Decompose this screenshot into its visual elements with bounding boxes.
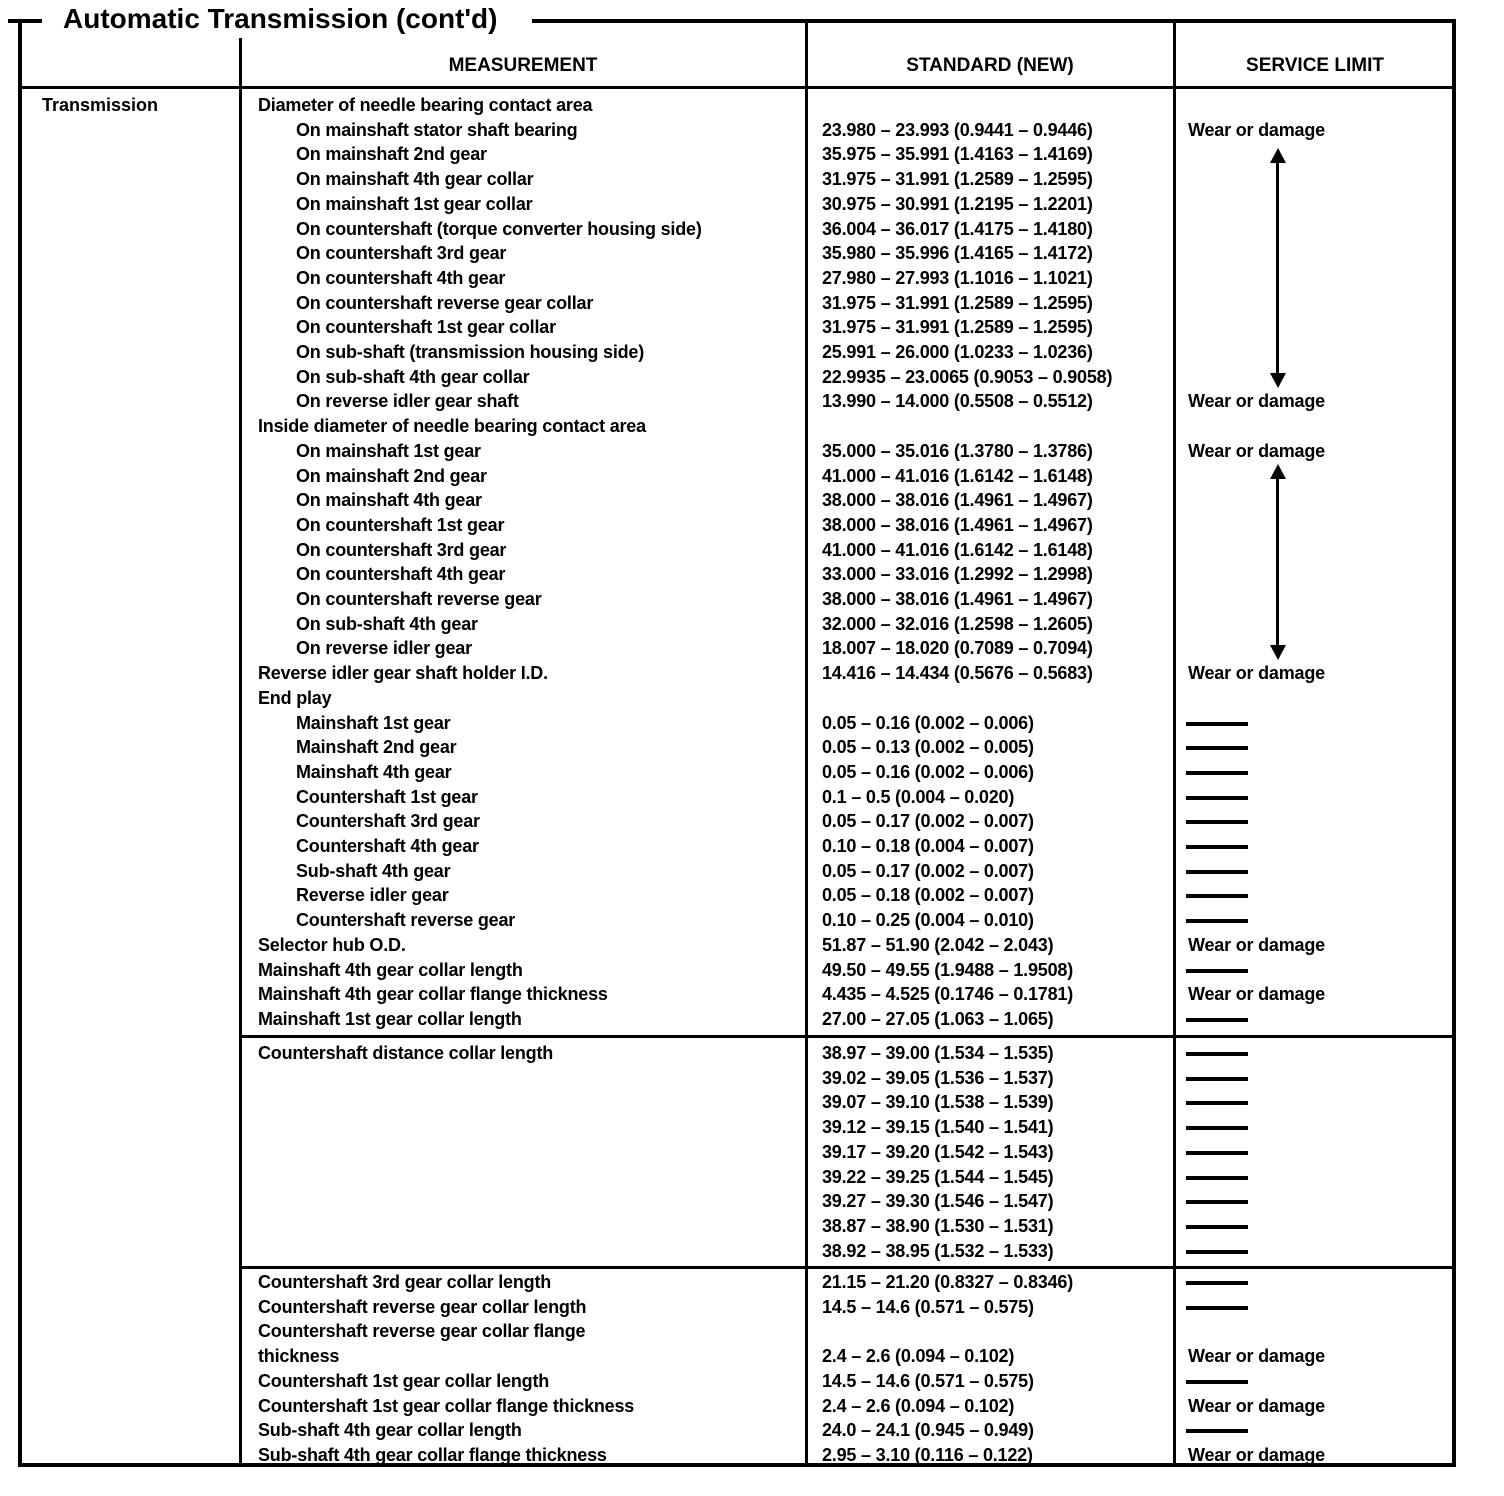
service-limit-text: Wear or damage [1188, 935, 1325, 955]
measurement-label: Inside diameter of needle bearing contact area [258, 416, 646, 436]
measurement-label: Diameter of needle bearing contact area [258, 95, 593, 115]
table-row [0, 760, 1504, 785]
service-limit-dash-icon [1186, 1306, 1248, 1310]
standard-value: 39.12 – 39.15 (1.540 – 1.541) [822, 1117, 1054, 1137]
standard-value: 30.975 – 30.991 (1.2195 – 1.2201) [822, 194, 1093, 214]
service-limit-text: Wear or damage [1188, 1396, 1325, 1416]
column-header-service-limit: SERVICE LIMIT [1246, 55, 1384, 76]
measurement-label: Reverse idler gear shaft holder I.D. [258, 663, 548, 683]
service-limit-dash-icon [1186, 969, 1248, 973]
measurement-label: On reverse idler gear shaft [296, 391, 519, 411]
standard-value: 27.00 – 27.05 (1.063 – 1.065) [822, 1009, 1054, 1029]
standard-value: 31.975 – 31.991 (1.2589 – 1.2595) [822, 293, 1093, 313]
service-limit-dash-icon [1186, 1077, 1248, 1081]
service-range-arrow-icon [1270, 464, 1286, 660]
table-row [0, 1443, 1504, 1468]
table-row [0, 933, 1504, 958]
measurement-label: Countershaft 1st gear collar flange thickness [258, 1396, 635, 1416]
service-limit-dash-icon [1186, 1380, 1248, 1384]
service-limit-text: Wear or damage [1188, 441, 1325, 461]
measurement-label: On sub-shaft 4th gear collar [296, 367, 530, 387]
measurement-label: Countershaft distance collar length [258, 1043, 554, 1063]
measurement-label: On countershaft 4th gear [296, 564, 506, 584]
measurement-label: Countershaft reverse gear [296, 910, 516, 930]
measurement-label: Mainshaft 4th gear [296, 762, 452, 782]
standard-value: 38.97 – 39.00 (1.534 – 1.535) [822, 1043, 1054, 1063]
table-row [0, 1041, 1504, 1066]
standard-value: 39.27 – 39.30 (1.546 – 1.547) [822, 1191, 1054, 1211]
standard-value: 0.05 – 0.17 (0.002 – 0.007) [822, 811, 1034, 831]
measurement-label: On countershaft 3rd gear [296, 243, 507, 263]
measurement-label: Countershaft reverse gear collar flange [258, 1321, 586, 1341]
column-header-standard: STANDARD (NEW) [906, 55, 1074, 76]
standard-value: 0.05 – 0.13 (0.002 – 0.005) [822, 737, 1034, 757]
standard-value: 38.000 – 38.016 (1.4961 – 1.4967) [822, 490, 1093, 510]
table-row [0, 1189, 1504, 1214]
table-row [0, 1394, 1504, 1419]
standard-value: 14.5 – 14.6 (0.571 – 0.575) [822, 1371, 1034, 1391]
standard-value: 14.416 – 14.434 (0.5676 – 0.5683) [822, 663, 1093, 683]
standard-value: 38.000 – 38.016 (1.4961 – 1.4967) [822, 515, 1093, 535]
service-limit-dash-icon [1186, 1250, 1248, 1254]
table-row [0, 1295, 1504, 1320]
standard-value: 41.000 – 41.016 (1.6142 – 1.6148) [822, 466, 1093, 486]
table-row [0, 711, 1504, 736]
measurement-label: Reverse idler gear [296, 885, 449, 905]
measurement-label: On reverse idler gear [296, 638, 472, 658]
standard-value: 4.435 – 4.525 (0.1746 – 0.1781) [822, 984, 1074, 1004]
service-limit-dash-icon [1186, 722, 1248, 726]
table-row [0, 118, 1504, 143]
measurement-label: On countershaft 1st gear collar [296, 317, 556, 337]
standard-value: 14.5 – 14.6 (0.571 – 0.575) [822, 1297, 1034, 1317]
service-limit-dash-icon [1186, 845, 1248, 849]
service-limit-dash-icon [1186, 870, 1248, 874]
table-row [0, 859, 1504, 884]
standard-value: 31.975 – 31.991 (1.2589 – 1.2595) [822, 169, 1093, 189]
standard-value: 24.0 – 24.1 (0.945 – 0.949) [822, 1420, 1034, 1440]
table-row [0, 686, 1504, 711]
page-title: Automatic Transmission (cont'd) [63, 3, 498, 34]
measurement-label: Mainshaft 2nd gear [296, 737, 457, 757]
service-limit-dash-icon [1186, 1281, 1248, 1285]
measurement-label: On sub-shaft (transmission housing side) [296, 342, 645, 362]
service-limit-text: Wear or damage [1188, 663, 1325, 683]
measurement-label: Sub-shaft 4th gear collar flange thickness [258, 1445, 607, 1465]
measurement-label: On countershaft 1st gear [296, 515, 505, 535]
standard-value: 32.000 – 32.016 (1.2598 – 1.2605) [822, 614, 1093, 634]
standard-value: 0.05 – 0.16 (0.002 – 0.006) [822, 762, 1034, 782]
standard-value: 22.9935 – 23.0065 (0.9053 – 0.9058) [822, 367, 1113, 387]
table-row [0, 1066, 1504, 1091]
measurement-label: thickness [258, 1346, 340, 1366]
measurement-label: On countershaft reverse gear [296, 589, 542, 609]
service-limit-dash-icon [1186, 1176, 1248, 1180]
arrow-shaft [1276, 156, 1279, 380]
service-limit-dash-icon [1186, 1052, 1248, 1056]
section-divider-2 [239, 1266, 1456, 1269]
section-divider-1 [239, 1035, 1456, 1038]
standard-value: 35.980 – 35.996 (1.4165 – 1.4172) [822, 243, 1093, 263]
standard-value: 25.991 – 26.000 (1.0233 – 1.0236) [822, 342, 1093, 362]
measurement-label: On countershaft 4th gear [296, 268, 506, 288]
service-limit-dash-icon [1186, 1126, 1248, 1130]
service-limit-text: Wear or damage [1188, 1445, 1325, 1465]
measurement-label: End play [258, 688, 332, 708]
table-row [0, 389, 1504, 414]
service-limit-dash-icon [1186, 1429, 1248, 1433]
table-row [0, 785, 1504, 810]
standard-value: 41.000 – 41.016 (1.6142 – 1.6148) [822, 540, 1093, 560]
measurement-label: On countershaft reverse gear collar [296, 293, 594, 313]
service-limit-dash-icon [1186, 746, 1248, 750]
table-row [0, 834, 1504, 859]
table-row [0, 1344, 1504, 1369]
table-row [0, 439, 1504, 464]
measurement-label: Countershaft 3rd gear [296, 811, 480, 831]
measurement-label: Countershaft 3rd gear collar length [258, 1272, 552, 1292]
standard-value: 2.4 – 2.6 (0.094 – 0.102) [822, 1346, 1015, 1366]
table-row [0, 883, 1504, 908]
service-limit-dash-icon [1186, 1018, 1248, 1022]
standard-value: 49.50 – 49.55 (1.9488 – 1.9508) [822, 960, 1074, 980]
standard-value: 2.4 – 2.6 (0.094 – 0.102) [822, 1396, 1015, 1416]
table-row [0, 1270, 1504, 1295]
measurement-label: On sub-shaft 4th gear [296, 614, 478, 634]
measurement-label: Mainshaft 4th gear collar length [258, 960, 523, 980]
measurement-label: On countershaft 3rd gear [296, 540, 507, 560]
standard-value: 36.004 – 36.017 (1.4175 – 1.4180) [822, 219, 1093, 239]
service-limit-text: Wear or damage [1188, 984, 1325, 1004]
standard-value: 35.000 – 35.016 (1.3780 – 1.3786) [822, 441, 1093, 461]
measurement-label: Sub-shaft 4th gear [296, 861, 451, 881]
measurement-label: Countershaft 4th gear [296, 836, 479, 856]
title-right-rule [532, 19, 1456, 23]
measurement-label: Countershaft 1st gear [296, 787, 478, 807]
table-row [0, 1090, 1504, 1115]
service-limit-dash-icon [1186, 1225, 1248, 1229]
measurement-label: On mainshaft 4th gear [296, 490, 482, 510]
standard-value: 39.22 – 39.25 (1.544 – 1.545) [822, 1167, 1054, 1187]
measurement-label: Countershaft reverse gear collar length [258, 1297, 587, 1317]
measurement-label: On countershaft (torque converter housing side) [296, 219, 702, 239]
table-row [0, 1239, 1504, 1264]
measurement-label: On mainshaft 1st gear [296, 441, 481, 461]
service-range-arrow-icon [1270, 148, 1286, 388]
table-row [0, 661, 1504, 686]
table-row [0, 908, 1504, 933]
service-limit-dash-icon [1186, 771, 1248, 775]
service-limit-dash-icon [1186, 919, 1248, 923]
header-divider [18, 86, 1456, 89]
table-row [0, 1165, 1504, 1190]
standard-value: 38.87 – 38.90 (1.530 – 1.531) [822, 1216, 1054, 1236]
standard-value: 51.87 – 51.90 (2.042 – 2.043) [822, 935, 1054, 955]
standard-value: 18.007 – 18.020 (0.7089 – 0.7094) [822, 638, 1093, 658]
table-row [0, 1115, 1504, 1140]
measurement-label: On mainshaft 2nd gear [296, 466, 487, 486]
measurement-label: On mainshaft 2nd gear [296, 144, 487, 164]
standard-value: 31.975 – 31.991 (1.2589 – 1.2595) [822, 317, 1093, 337]
standard-value: 2.95 – 3.10 (0.116 – 0.122) [822, 1445, 1033, 1465]
measurement-label: On mainshaft 1st gear collar [296, 194, 533, 214]
table-row [0, 1007, 1504, 1032]
standard-value: 33.000 – 33.016 (1.2992 – 1.2998) [822, 564, 1093, 584]
standard-value: 21.15 – 21.20 (0.8327 – 0.8346) [822, 1272, 1074, 1292]
standard-value: 39.17 – 39.20 (1.542 – 1.543) [822, 1142, 1054, 1162]
table-row [0, 1214, 1504, 1239]
measurement-label: Countershaft 1st gear collar length [258, 1371, 550, 1391]
standard-value: 13.990 – 14.000 (0.5508 – 0.5512) [822, 391, 1093, 411]
measurement-label: Mainshaft 1st gear [296, 713, 451, 733]
service-limit-dash-icon [1186, 796, 1248, 800]
measurement-label: Selector hub O.D. [258, 935, 406, 955]
column-header-measurement: MEASUREMENT [448, 55, 598, 76]
table-row [0, 982, 1504, 1007]
standard-value: 39.07 – 39.10 (1.538 – 1.539) [822, 1092, 1054, 1112]
measurement-label: On mainshaft stator shaft bearing [296, 120, 578, 140]
standard-value: 0.1 – 0.5 (0.004 – 0.020) [822, 787, 1015, 807]
table-row [0, 93, 1504, 118]
service-limit-text: Wear or damage [1188, 120, 1325, 140]
standard-value: 38.000 – 38.016 (1.4961 – 1.4967) [822, 589, 1093, 609]
service-limit-dash-icon [1186, 1200, 1248, 1204]
service-limit-dash-icon [1186, 1151, 1248, 1155]
table-row [0, 958, 1504, 983]
table-row [0, 414, 1504, 439]
standard-value: 38.92 – 38.95 (1.532 – 1.533) [822, 1241, 1054, 1261]
standard-value: 23.980 – 23.993 (0.9441 – 0.9446) [822, 120, 1093, 140]
row-header-transmission: Transmission [42, 95, 159, 115]
service-limit-dash-icon [1186, 894, 1248, 898]
service-limit-dash-icon [1186, 820, 1248, 824]
title-left-rule [8, 19, 42, 23]
standard-value: 39.02 – 39.05 (1.536 – 1.537) [822, 1068, 1054, 1088]
standard-value: 0.05 – 0.18 (0.002 – 0.007) [822, 885, 1034, 905]
table-row [0, 1319, 1504, 1344]
service-limit-text: Wear or damage [1188, 1346, 1325, 1366]
table-row [0, 1140, 1504, 1165]
table-row [0, 1418, 1504, 1443]
measurement-label: Sub-shaft 4th gear collar length [258, 1420, 522, 1440]
standard-value: 27.980 – 27.993 (1.1016 – 1.1021) [822, 268, 1093, 288]
standard-value: 0.10 – 0.25 (0.004 – 0.010) [822, 910, 1034, 930]
table-row [0, 735, 1504, 760]
table-row [0, 809, 1504, 834]
measurement-label: On mainshaft 4th gear collar [296, 169, 534, 189]
standard-value: 0.05 – 0.17 (0.002 – 0.007) [822, 861, 1034, 881]
service-limit-dash-icon [1186, 1101, 1248, 1105]
standard-value: 35.975 – 35.991 (1.4163 – 1.4169) [822, 144, 1093, 164]
table-row [0, 1369, 1504, 1394]
measurement-label: Mainshaft 1st gear collar length [258, 1009, 522, 1029]
service-limit-text: Wear or damage [1188, 391, 1325, 411]
standard-value: 0.05 – 0.16 (0.002 – 0.006) [822, 713, 1034, 733]
measurement-label: Mainshaft 4th gear collar flange thickness [258, 984, 608, 1004]
arrow-shaft [1276, 472, 1279, 652]
standard-value: 0.10 – 0.18 (0.004 – 0.007) [822, 836, 1034, 856]
